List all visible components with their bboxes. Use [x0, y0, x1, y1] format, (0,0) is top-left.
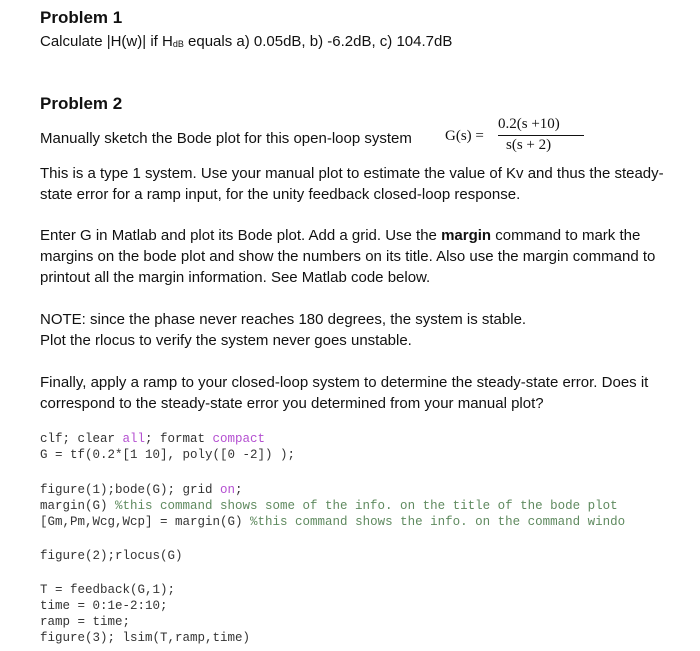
problem1-text-pre: Calculate |H(w)| if H [40, 33, 173, 50]
code-keyword: on [220, 483, 236, 497]
margin-bold: margin [441, 227, 492, 244]
problem2-intro: Manually sketch the Bode plot for this open-loop system [40, 130, 412, 147]
problem1-title: Problem 1 [40, 8, 123, 27]
paragraph-line: NOTE: since the phase never reaches 180 degrees, the system is stable. [40, 311, 527, 328]
paragraph-line: Finally, apply a ramp to your closed-loop system to determine the steady-state error. Does it [40, 374, 649, 391]
paragraph-type1 [40, 163, 664, 205]
problem1-text-post: equals a) 0.05dB, b) -6.2dB, c) 104.7dB [183, 33, 453, 50]
code-line: figure(2);rlocus(G) [40, 549, 183, 563]
code-comment: %this command shows some of the info. on the title of the bode plot [115, 499, 618, 513]
paragraph-line: printout all the margin information. See Matlab code below. [40, 269, 431, 286]
note-paragraph [40, 309, 526, 351]
code-line: G = tf(0.2*[1 10], poly([0 -2]) ); [40, 448, 296, 462]
final-paragraph [40, 372, 648, 414]
code-keyword: compact [212, 432, 266, 446]
code-token: ; [235, 483, 243, 497]
paragraph-line: Plot the rlocus to verify the system never goes unstable. [40, 332, 412, 349]
paragraph-line-pre: Enter G in Matlab and plot its Bode plot. Add a grid. Use the [40, 227, 442, 244]
transfer-function-fraction [498, 116, 588, 160]
code-line: time = 0:1e-2:10; [40, 599, 168, 613]
code-line [40, 482, 700, 498]
paragraph-line: state error for a ramp input, for the unity feedback closed-loop response. [40, 186, 521, 203]
problem1-subscript: dB [172, 39, 184, 49]
code-blank [40, 463, 700, 482]
code-line [40, 514, 700, 530]
paragraph-line: correspond to the steady-state error you determined from your manual plot? [40, 395, 544, 412]
paragraph-line [40, 225, 655, 246]
code-token: margin(G) [40, 499, 116, 513]
transfer-function-denominator: s(s + 2) [506, 137, 552, 153]
code-line [40, 431, 700, 447]
code-line [40, 498, 700, 514]
code-comment: %this command shows the info. on the command windo [250, 515, 626, 529]
code-blank [40, 530, 700, 548]
paragraph-matlab [40, 225, 655, 288]
paragraph-line: This is a type 1 system. Use your manual plot to estimate the value of Kv and thus the steady- [40, 165, 664, 182]
matlab-code-block [40, 431, 700, 646]
paragraph-line: margins on the bode plot and show the numbers on its title. Also use the margin command to [40, 248, 656, 265]
problem1-text [40, 31, 452, 55]
transfer-function-lhs: G(s) = [445, 128, 484, 144]
code-token: [Gm,Pm,Wcg,Wcp] = margin(G) [40, 515, 251, 529]
code-line: figure(3); lsim(T,ramp,time) [40, 631, 251, 645]
problem2-title: Problem 2 [40, 94, 123, 113]
transfer-function-numerator: 0.2(s +10) [498, 116, 560, 132]
code-token: clf; clear [40, 432, 123, 446]
code-line: ramp = time; [40, 615, 131, 629]
code-line: T = feedback(G,1); [40, 583, 176, 597]
code-token: figure(1);bode(G); grid [40, 483, 221, 497]
code-token: ; format [145, 432, 213, 446]
code-keyword: all [122, 432, 146, 446]
code-blank [40, 564, 700, 582]
paragraph-line-post: command to mark the [491, 227, 641, 244]
fraction-bar [498, 135, 584, 136]
